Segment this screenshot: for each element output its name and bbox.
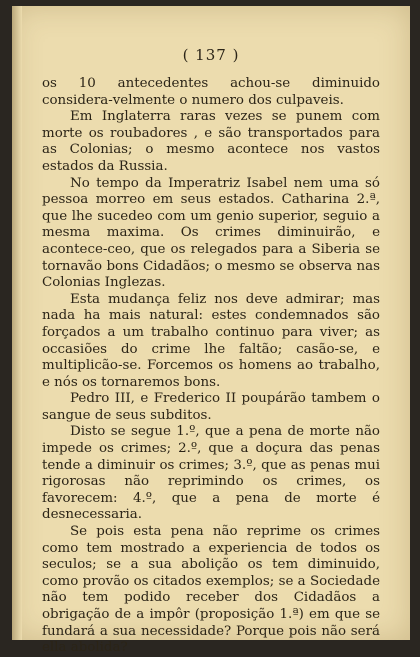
page-number: ( 137 ) (182, 46, 240, 64)
paragraph: Se pois esta pena não reprime os crimes como tem mostrado a experiencia de todos os seculos; se a sua abolição os tem diminuido, como provão os citados exemplos; se a Sociedade não tem podido receber dos Cidadãos a obrigação de a impôr (proposição 1.ª) em que se fundará a sua necessidade? Porque pois não será ella abolida? (42, 524, 380, 656)
paragraph: Pedro III, e Frederico II poupárão tambem o sangue de seus subditos. (42, 391, 380, 423)
body-text (42, 76, 380, 657)
page-binding-shadow (12, 6, 22, 640)
book-page (12, 6, 410, 656)
paragraph: os 10 antecedentes achou-se diminuido considera-velmente o numero dos culpaveis. (42, 76, 380, 108)
paragraph: Disto se segue 1.º, que a pena de morte não impede os crimes; 2.º, que a doçura das penas tende a diminuir os crimes; 3.º, que as penas mui rigorosas não reprimindo os crimes, os favorecem: 4.º, que a pena de morte é desnecessaria. (42, 424, 380, 523)
paragraph: Esta mudança feliz nos deve admirar; mas nada ha mais natural: estes condemnados são forçados a um trabalho continuo para viver; as occasiões do crime lhe faltão; casão-se, e multiplicão-se. Forcemos os homens ao trabalho, e nós os tornaremos bons. (42, 291, 380, 390)
paragraph: No tempo da Imperatriz Isabel nem uma só pessoa morreo em seus estados. Catharina 2.ª, que lhe sucedeo com um genio superior, seguio a mesma maxima. Os crimes diminuirão, e acontece-ceo, que os relegados para a Siberia se tornavão bons Cidadãos; o mesmo se observa nas Colonias Inglezas. (42, 175, 380, 291)
paragraph: Em Inglaterra raras vezes se punem com morte os roubadores , e são transportados para as Colonias; o mesmo acontece nos vastos estados da Russia. (42, 109, 380, 174)
